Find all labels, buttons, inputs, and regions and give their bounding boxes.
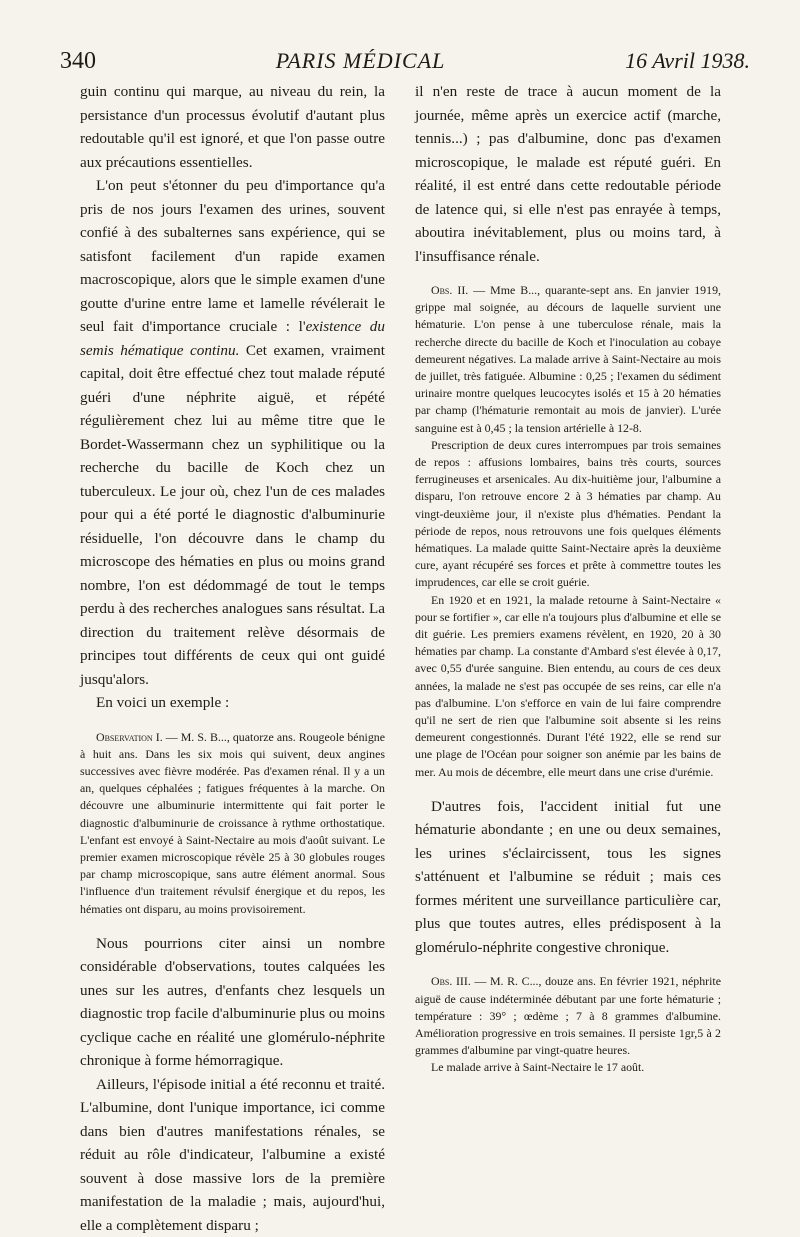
paragraph: L'on peut s'étonner du peu d'importance qu'a pris de nos jours l'examen des urines, souvent confié à des subalternes sans expérience, qui se satisfont facilement d'un rapide examen macroscopique, alors que le simple examen d'une goutte d'urine entre lame et lamelle révélerait le seul fait d'importance cruciale : l'existence du semis hématique continu. Cet examen, vraiment capital, doit être effectué chez tout malade réputé guéri d'une néphrite aiguë, et répété régulièrement chez lui au même titre que le Bordet-Wassermann chez un syphilitique ou la recherche du bacille de Koch chez un tuberculeux. Le jour où, chez l'un de ces malades pour qui a été porté le diagnostic d'albuminurie résiduelle, l'on découvre dans le champ du microscope des hématies en plus ou moins grand nombre, l'on est dédommagé de tout le temps perdu à des recherches analogues sans résultat. La direction du traitement relève désormais de principes tout différents de ceux qui ont guidé jusqu'alors. [80, 177, 385, 688]
right-column [415, 80, 721, 1077]
observation-3-continued: Le malade arrive à Saint-Nectaire le 17 août. [431, 1060, 645, 1075]
observation-2-continued: En 1920 et en 1921, la malade retourne à Saint-Nectaire « pour se fortifier », car elle n'a toujours plus d'albumine et elle se dit guérie. Les premiers examens révèlent, en 1920, 20 à 30 hématies par champ. La constante d'Ambard s'est élevée à 0,17, avec 0,55 d'urée sanguine. Bien entendu, au cours de ces deux années, la malade ne s'est pas occupée de ses reins, car elle n'a pas d'albumine. L'on s'efforce en vain de lui faire comprendre qu'il ne sert de rien que l'albumine soit absente si les reins demeurent congestionnés. Durant l'été 1922, elle se rend sur une plage de l'Océan pour soigner son anémie par les bains de mer. Au mois de décembre, elle meurt dans une crise d'urémie. [415, 592, 721, 779]
running-header [60, 48, 750, 82]
paragraph: En voici un exemple : [96, 694, 230, 711]
left-column [80, 80, 385, 1237]
paragraph: Ailleurs, l'épisode initial a été reconnu et traité. L'albumine, dont l'unique importance, ici comme dans bien d'autres manifestations rénales, se réduit au rôle d'indicateur, l'albumine a existé souvent à dose massive lors de la première manifestation de la maladie ; mais, aujourd'hui, elle a complètement disparu ; [80, 1075, 385, 1234]
observation-label: Observation I. [96, 729, 163, 744]
paragraph: guin continu qui marque, au niveau du rein, la persistance d'un processus évolutif d'autant plus redoutable qu'il est ignoré, et que l'on passe outre aux précautions essentielles. [80, 83, 385, 171]
journal-title: PARIS MÉDICAL [275, 48, 446, 73]
emphasis-text: existence du semis hématique continu. [80, 318, 385, 359]
observation-2-continued: Prescription de deux cures interrompues par trois semaines de repos : affusions lombaires, bains très courts, sources ferrugineuses et arsenicales. Au dix-huitième jour, l'albumine a disparu, l'on retrouve encore 2 à 3 hématies par champ. Au vingt-deuxième jour, il n'existe plus d'hématies. Pendant la période de repos, nous retrouvons une fois quelques éléments hématiques. La malade quitte Saint-Nectaire après la deuxième cure, ayant récupéré ses forces et prête à commettre toutes les imprudences, car elle se croit guérie. [415, 437, 721, 590]
paragraph: D'autres fois, l'accident initial fut une hématurie abondante ; en une ou deux semaines, les urines s'éclaircissent, tous les signes s'atténuent et l'albumine se réduit ; mais ces formes méritent une surveillance particulière car, plus que toutes autres, elles prédisposent à la glomérulo-néphrite congestive chronique. [415, 797, 721, 956]
observation-2: Obs. II. — Mme B..., quarante-sept ans. En janvier 1919, grippe mal soignée, au décours de laquelle survient une hématurie. L'on pense à une tuberculose rénale, mais la recherche directe du bacille de Koch et l'inoculation au cobaye demeurent négatives. La malade arrive à Saint-Nectaire au mois de juillet, très fatiguée. Albumine : 0,25 ; l'examen du sédiment urinaire montre quelques leucocytes isolés et 15 à 20 hématies par champ (l'hématurie remontait au mois de janvier). L'urée sanguine est à 0,45 ; la tension artérielle à 12-8. [415, 283, 721, 435]
observation-1: Observation I. — M. S. B..., quatorze ans. Rougeole bénigne à huit ans. Dans les six mois qui suivent, deux angines successives avec fièvre modérée. Pas d'examen rénal. Il y a un an, quelques céphalées ; fatigues fréquentes à la marche. On découvre une albuminurie intermittente qui fait porter le diagnostic d'albuminurie de croissance à rythme orthostatique. L'enfant est envoyé à Saint-Nectaire au mois d'août suivant. Le premier examen microscopique révèle 25 à 30 globules rouges par champ microscopique, sans autre élément anormal. Sous l'influence d'un traitement révulsif énergique et du repos, les hématies ont disparu, au moins provisoirement. [80, 729, 386, 916]
paragraph: Nous pourrions citer ainsi un nombre considérable d'observations, toutes calquées les unes sur les autres, d'enfants chez lesquels un diagnostic trop facile d'albuminurie plus ou moins cyclique cache en réalité une glomérulo-néphrite chronique à forme hémorragique. [80, 934, 385, 1070]
observation-label: Obs. II. [431, 283, 469, 297]
paragraph: il n'en reste de trace à aucun moment de la journée, même après un exercice actif (marche, tennis...) ; pas d'albumine, donc pas d'examen microscopique, le malade est réputé guéri. En réalité, il est entré dans cette redoutable période de latence qui, si elle n'est pas enrayée à temps, aboutira inévitablement, plus ou moins tard, à l'insuffisance rénale. [415, 83, 721, 265]
issue-date: 16 Avril 1938. [625, 48, 750, 73]
page-number: 340 [60, 48, 96, 74]
observation-label: Obs. III. [431, 974, 471, 989]
observation-3: Obs. III. — M. R. C..., douze ans. En février 1921, néphrite aiguë de cause indéterminée débutant par une forte hématurie ; température : 39° ; œdème ; 7 à 8 grammes d'albumine. Amélioration progressive en trois semaines. Il persiste 1gr,5 à 2 grammes d'albumine par vingt-quatre heures. [415, 974, 721, 1058]
